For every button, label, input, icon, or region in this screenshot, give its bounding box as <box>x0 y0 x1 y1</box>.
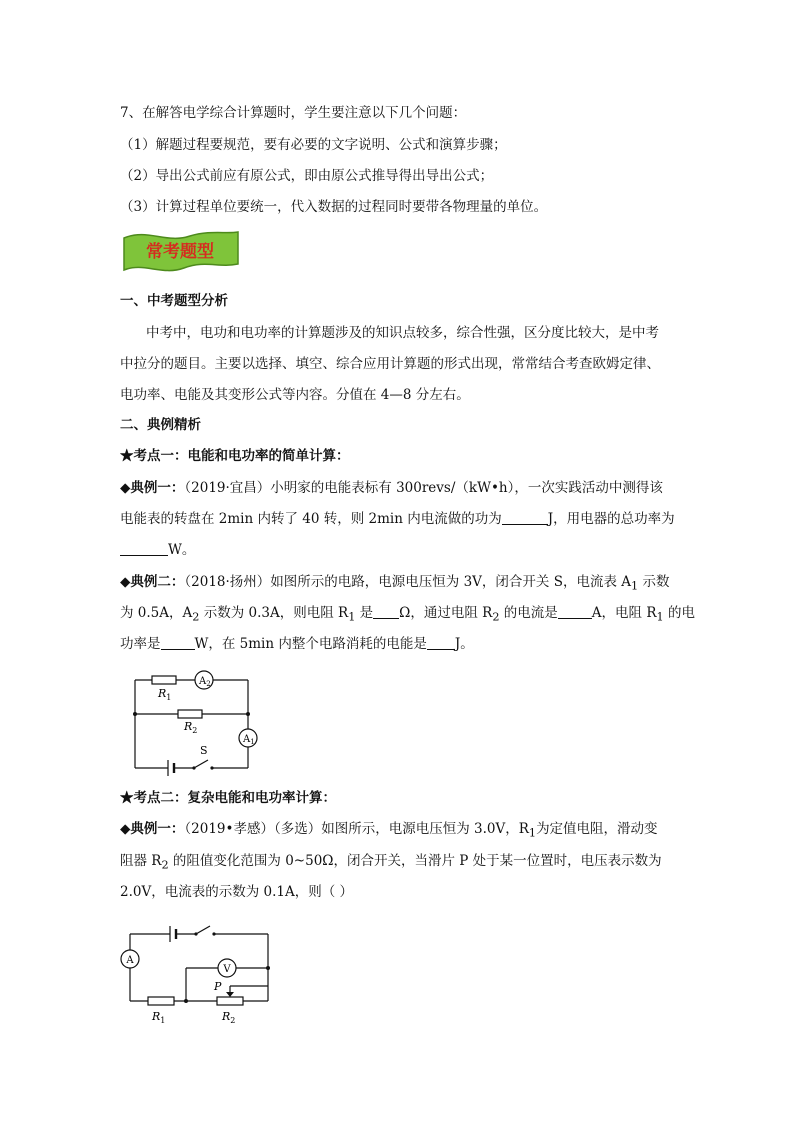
label-slider-p: P <box>214 980 222 993</box>
voltmeter-v: V <box>223 964 231 975</box>
kp1-ex1-line-1: ◆典例一：（2019·宜昌）小明家的电能表标有 300revs/（kW•h），一次实践活动中测得该 <box>120 480 663 496</box>
section1-para-line-1: 中考中，电功和电功率的计算题涉及的知识点较多，综合性强，区分度比较大，是中考 <box>146 325 659 341</box>
ammeter-a: A <box>126 955 134 966</box>
kp2-title: ★考点二：复杂电能和电功率计算： <box>120 790 336 806</box>
answer-blank[interactable] <box>120 541 168 556</box>
circuit-diagram-parallel <box>128 668 268 778</box>
answer-blank[interactable] <box>558 604 592 619</box>
kp1-ex2-line-1: ◆典例二：（2018·扬州）如图所示的电路，电源电压恒为 3V，闭合开关 S，电流表 $A_1$ 示数 <box>120 574 670 593</box>
ammeter-a2: $A_2$ <box>199 676 211 688</box>
kp2-ex1-line-3: 2.0V，电流表的示数为 0.1A，则（ ） <box>120 884 354 900</box>
answer-blank[interactable] <box>373 604 399 619</box>
ammeter-a1: $A_1$ <box>243 734 255 746</box>
kp1-ex2-label: ◆典例二： <box>120 574 185 590</box>
intro-point-3: （3）计算过程单位要统一，代入数据的过程同时要带各物理量的单位。 <box>120 199 548 215</box>
section1-para-line-3: 电功率、电能及其变形公式等内容。分值在 4—8 分左右。 <box>120 387 470 403</box>
answer-blank[interactable] <box>161 635 195 650</box>
label-r2: $R_2$ <box>184 720 198 735</box>
kp1-ex1-line-2: 电能表的转盘在 2min 内转了 40 转，则 2min 内电流做的功为 J，用电器的总功率为 <box>120 511 675 527</box>
label-r2: $R_2$ <box>222 1010 236 1025</box>
kp2-ex1-line-1: ◆典例一：（2019•孝感）（多选）如图所示，电源电压恒为 3.0V，$R_1$为定值电阻，滑动变 <box>120 821 658 840</box>
intro-point-1: （1）解题过程要规范，要有必要的文字说明、公式和演算步骤； <box>120 137 507 153</box>
kp1-title: ★考点一：电能和电功率的简单计算： <box>120 448 350 464</box>
kp1-ex2-line-2: 为 0.5A，$A_2$ 示数为 0.3A，则电阻 $R_1$ 是 Ω，通过电阻 $R_2$ 的电流是 A，电阻 $R_1$ 的电 <box>120 605 695 624</box>
banner-text: 常考题型 <box>146 242 214 262</box>
kp2-ex1-label: ◆典例一： <box>120 821 185 837</box>
section1-para-line-2: 中拉分的题目。主要以选择、填空、综合应用计算题的形式出现，常常结合考查欧姆定律、 <box>120 356 660 372</box>
intro-point-2: （2）导出公式前应有原公式，即由原公式推导得出导出公式； <box>120 168 494 184</box>
kp1-ex2-line-3: 功率是 W，在 5min 内整个电路消耗的电能是 J。 <box>120 636 474 652</box>
intro-heading: 7、在解答电学综合计算题时，学生要注意以下几个问题： <box>120 105 467 121</box>
kp1-ex1-line-3: W。 <box>120 541 195 559</box>
kp1-ex1-label: ◆典例一： <box>120 480 185 496</box>
kp2-ex1-line-2: 阻器 $R_2$ 的阻值变化范围为 0~50Ω，闭合开关，当滑片 P 处于某一位置时，电压表示数为 <box>120 853 662 872</box>
section2-title: 二、典例精析 <box>120 417 201 433</box>
label-r1: $R_1$ <box>158 687 172 702</box>
label-r1: $R_1$ <box>152 1010 166 1025</box>
circuit-diagram-rheostat <box>120 922 280 1026</box>
banner-common-question-types <box>118 228 244 276</box>
answer-blank[interactable] <box>427 635 455 650</box>
section1-title: 一、中考题型分析 <box>120 293 228 309</box>
answer-blank[interactable] <box>502 510 548 525</box>
label-switch-s: S <box>200 744 208 757</box>
